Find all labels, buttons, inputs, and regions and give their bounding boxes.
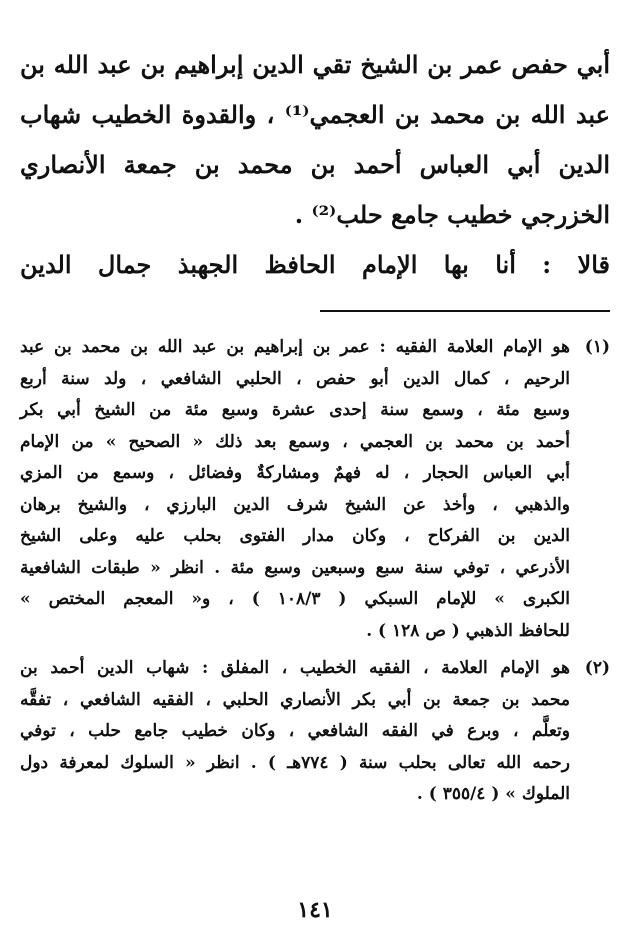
main-text-line: قالا : أنا بها الإمام الحافظ الجهبذ جمال الدين bbox=[20, 250, 610, 279]
footnote-line: للحافظ الذهبي ( ص ١٢٨ ) . bbox=[366, 620, 570, 641]
book-page bbox=[20, 0, 610, 934]
footnote-marker: (١) bbox=[584, 337, 610, 357]
footnote-body bbox=[20, 332, 570, 647]
footnote-line: أبي العباس الحجار ، له فهمٌ ومشاركةٌ وفضائل ، وسمع من المزي bbox=[20, 463, 570, 483]
footnote-line: وسبع مئة ، وسمع سنة إحدى عشرة وسبع مئة من الشيخ أبي بكر bbox=[20, 400, 570, 420]
main-text bbox=[20, 40, 610, 290]
footnote-line: الأذرعي ، توفي سنة سبع وسبعين وسبع مئة . انظر « طبقات الشافعية bbox=[20, 557, 570, 578]
footnote-1 bbox=[20, 332, 610, 647]
main-text-line: الخزرجي خطيب جامع حلب⁽²⁾ . bbox=[294, 200, 610, 229]
page-number: ١٤١ bbox=[297, 897, 333, 923]
footnote-line: وتعلَّم ، وبرع في الفقه الشافعي ، وكان خطيب جامع حلب ، توفي bbox=[20, 721, 570, 741]
footnote-line: هو الإمام العلامة ، الفقيه الخطيب ، المفلق : شهاب الدين أحمد بن bbox=[20, 658, 570, 678]
footnote-line: محمد بن جمعة بن أبي بكر الأنصاري الحلبي ، الفقيه الشافعي ، تفقَّه bbox=[20, 689, 570, 710]
footnotes bbox=[20, 332, 610, 817]
footnote-2 bbox=[20, 653, 610, 811]
footnote-separator bbox=[320, 310, 610, 312]
footnote-body bbox=[20, 653, 570, 811]
footnote-marker: (٢) bbox=[584, 658, 610, 678]
footnote-line: والذهبي ، وأخذ عن الشيخ شرف الدين البارزي ، والشيخ برهان bbox=[20, 494, 570, 515]
footnote-line: رحمه الله تعالى بحلب سنة ( ٧٧٤هـ ) . انظر « السلوك لمعرفة دول bbox=[20, 752, 570, 773]
footnote-line: هو الإمام العلامة الفقيه : عمر بن إبراهيم بن عبد الله بن محمد بن عبد bbox=[20, 337, 570, 357]
footnote-line: أحمد بن محمد بن العجمي ، وسمع بعد ذلك « الصحيح » من الإمام bbox=[20, 431, 570, 452]
main-text-line: أبي حفص عمر بن الشيخ تقي الدين إبراهيم بن عبد الله بن bbox=[20, 50, 610, 79]
footnote-line: الكبرى » للإمام السبكي ( ١٠٨/٣ ) ، و« المعجم المختص » bbox=[20, 589, 570, 609]
main-text-line: الدين أبي العباس أحمد بن محمد بن جمعة الأنصاري bbox=[20, 150, 610, 179]
footnote-line: الرحيم ، كمال الدين أبو حفص ، الحلبي الشافعي ، ولد سنة أربع bbox=[20, 368, 570, 389]
main-text-line: عبد الله بن محمد بن العجمي⁽¹⁾ ، والقدوة الخطيب شهاب bbox=[20, 100, 610, 129]
footnote-line: الدين بن الفركاح ، وكان مدار الفتوى بحلب عليه وعلى الشيخ bbox=[20, 526, 570, 546]
footnote-line: الملوك » ( ٣٥٥/٤ ) . bbox=[416, 784, 570, 804]
